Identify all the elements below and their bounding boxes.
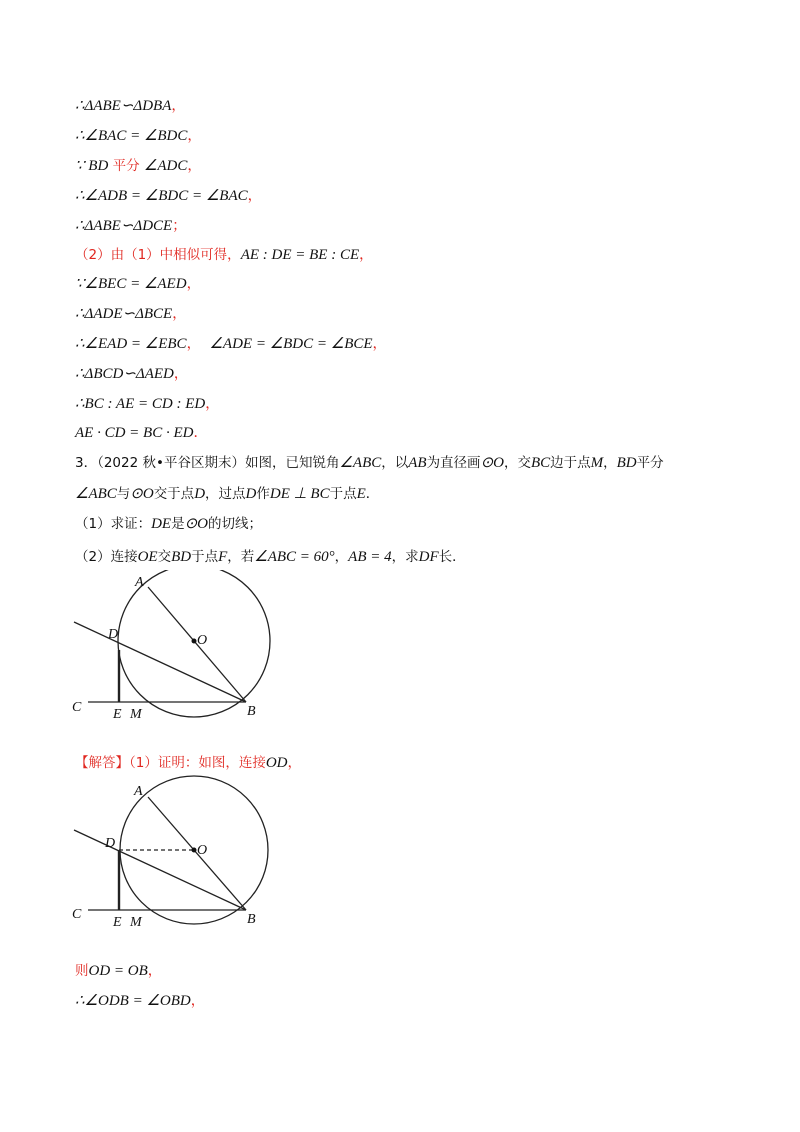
math: ∴∠EAD = ∠EBC [75, 336, 187, 352]
text: ， [603, 455, 617, 471]
punct: ， [186, 276, 201, 292]
problem-3-question-1 [75, 515, 262, 533]
math: ∵∠BEC = ∠AED [75, 276, 187, 292]
center-point-o [192, 848, 197, 853]
math: ∠ABC = 60° [254, 549, 335, 565]
math: E [356, 486, 366, 502]
math: ∴BC : AE = CD : ED [75, 396, 206, 412]
label-a: A [135, 575, 144, 590]
proof-line-10 [75, 365, 188, 383]
text: （1）证明：如图，连接 [129, 755, 266, 771]
math: ⊙O [480, 455, 504, 471]
answer-line-2 [75, 962, 162, 980]
math: ∴ΔADE∽ΔBCE [75, 306, 173, 322]
punct: ， [205, 396, 220, 412]
label-e: E [113, 915, 122, 930]
proof-line-4 [75, 187, 262, 205]
math: OD = OB [88, 963, 148, 979]
punct: ， [171, 98, 186, 114]
math: DF [418, 549, 439, 565]
proof-line-12 [75, 424, 207, 442]
math: AE · CD = BC · ED [75, 425, 194, 441]
proof-line-1 [75, 97, 185, 115]
punct: ， [359, 247, 374, 263]
label-b: B [247, 912, 256, 927]
math: DE ⊥ BC [269, 486, 330, 502]
problem-3-line-1 [75, 454, 664, 472]
math: ∴∠BAC = ∠BDC [75, 128, 188, 144]
text: 为直径画 [426, 455, 481, 471]
math: ∠ADE = ∠BDC = ∠BCE [209, 336, 373, 352]
label-c: C [72, 907, 82, 922]
punct: ， [287, 755, 302, 771]
label-o: O [197, 633, 208, 648]
math: D [245, 486, 257, 502]
text: ，过点 [205, 486, 246, 502]
math: BC [530, 455, 551, 471]
label-e: E [113, 707, 122, 722]
text: 与 [116, 486, 131, 502]
proof-line-11 [75, 395, 219, 413]
punct: ， [190, 993, 205, 1009]
label-a: A [134, 784, 143, 799]
proof-line-3 [75, 157, 201, 175]
math: AB [408, 455, 427, 471]
text: 平分 [108, 158, 144, 174]
math: ∴∠ODB = ∠OBD [75, 993, 191, 1009]
center-point-o [192, 639, 197, 644]
text: 边于点 [550, 455, 591, 471]
punct: ， [172, 306, 187, 322]
math: BD [616, 455, 637, 471]
punct: ， [187, 158, 202, 174]
text: 3．（2022 秋•平谷区期末）如图，已知锐角 [75, 455, 340, 471]
math: F [218, 549, 228, 565]
math: M [590, 455, 604, 471]
punct: ， [372, 336, 387, 352]
text: ，以 [381, 455, 409, 471]
punct: ． [193, 425, 208, 441]
text: ，交 [503, 455, 531, 471]
text: （2）由（1）中相似可得， [75, 247, 241, 263]
text: 交于点 [153, 486, 195, 502]
text: 是 [171, 516, 185, 532]
text: ，求 [391, 549, 419, 565]
answer-line-3 [75, 992, 205, 1010]
line-bd [74, 622, 246, 702]
label-d: D [108, 627, 119, 642]
text: ， [334, 549, 349, 565]
text: ，若 [227, 549, 255, 565]
text: （2）连接 [75, 549, 138, 565]
punct: ， [247, 188, 262, 204]
math: AE : DE = BE : CE [240, 247, 360, 263]
geometry-figure-1 [60, 570, 290, 725]
label-m: M [130, 915, 142, 930]
math: ⊙O [130, 486, 154, 502]
text: 的切线； [208, 516, 262, 532]
text: （1）求证： [75, 516, 152, 532]
label-b: B [247, 704, 256, 719]
math: D [194, 486, 206, 502]
line-bd [74, 830, 246, 910]
label-m: M [130, 707, 142, 722]
text: 则 [75, 963, 89, 979]
punct: ， [147, 963, 162, 979]
math: ∠ABC [339, 455, 382, 471]
punct: ， [173, 366, 188, 382]
label-d: D [105, 836, 116, 851]
proof-line-8 [75, 305, 186, 323]
punct: ， [186, 336, 201, 352]
math: ∴ΔBCD∽ΔAED [75, 366, 174, 382]
geometry-figure-2 [60, 775, 290, 930]
proof-line-5 [75, 217, 186, 235]
math: ∴ΔABE∽ΔDBA [75, 98, 172, 114]
answer-line-1 [75, 754, 302, 772]
math: ∴∠ADB = ∠BDC = ∠BAC [75, 188, 248, 204]
text: 平分 [636, 455, 664, 471]
proof-line-7 [75, 275, 201, 293]
math: OE [137, 549, 158, 565]
math: ∵ BD [75, 158, 109, 174]
label-c: C [72, 700, 82, 715]
label-o: O [197, 843, 208, 858]
math: ∴ΔABE∽ΔDCE [75, 218, 173, 234]
math: BD [171, 549, 192, 565]
math: AB = 4 [348, 549, 392, 565]
text: 长． [438, 549, 466, 565]
proof-line-9 [75, 335, 387, 353]
text: 于点 [329, 486, 357, 502]
text: ． [365, 486, 380, 502]
problem-3-question-2 [75, 548, 466, 566]
punct: ； [172, 218, 187, 234]
math: ∠ABC [75, 486, 117, 502]
text: 作 [256, 486, 270, 502]
proof-line-6 [75, 246, 373, 264]
problem-3-line-2 [75, 485, 379, 503]
text: 交 [157, 549, 172, 565]
math: ∠ADC [143, 158, 188, 174]
punct: ， [187, 128, 202, 144]
math: OD [265, 755, 288, 771]
text: 于点 [191, 549, 219, 565]
math: ⊙O [184, 516, 208, 532]
proof-line-2 [75, 127, 201, 145]
math: DE [151, 516, 172, 532]
answer-tag: 【解答】 [75, 755, 129, 771]
